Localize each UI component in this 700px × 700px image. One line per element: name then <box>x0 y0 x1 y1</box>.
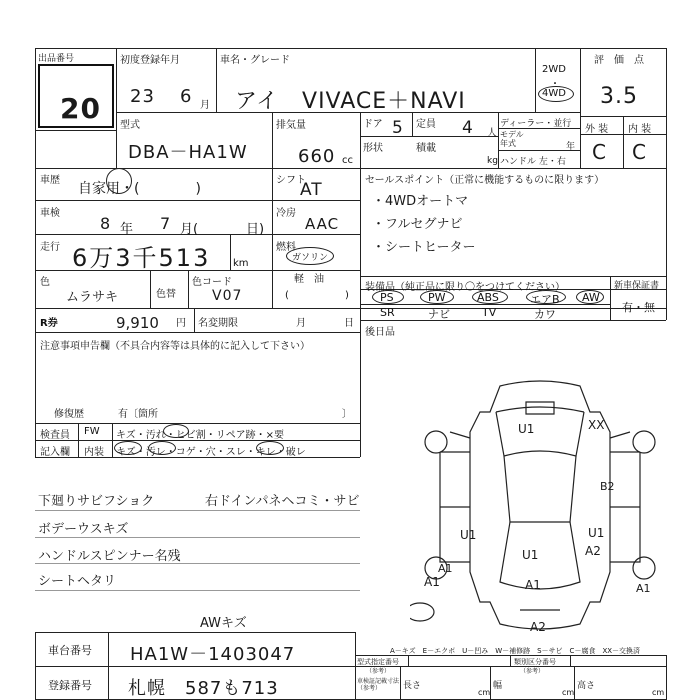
insp-col <box>78 423 79 457</box>
exterior-grade: C <box>592 140 607 164</box>
row2-bottom <box>35 168 667 169</box>
repair-close: 〕 <box>342 409 352 420</box>
reg-label: 登録番号 <box>48 679 92 692</box>
type-right <box>272 112 273 168</box>
rear-seat-label: 後日品 <box>365 327 395 338</box>
repair-label: 修復歴 <box>54 409 84 420</box>
equip-navi: ナビ <box>428 308 450 321</box>
ac-label: 冷房 <box>276 208 296 219</box>
dim-width-cm: cm <box>562 688 575 697</box>
dim-width: 幅 <box>493 681 503 691</box>
reg-right <box>216 48 217 112</box>
sales-bottom <box>360 276 666 277</box>
size-label: 車検証記載寸法（参考） <box>357 678 400 692</box>
score-left <box>580 48 581 168</box>
dealer-label: ディーラー・並行 <box>500 119 572 129</box>
fw-mark-circle <box>163 424 189 438</box>
int-mark-circle-3 <box>256 441 284 455</box>
bottom-rmid <box>408 655 409 666</box>
inspection-year: 8 <box>100 214 112 233</box>
model-year-label: モデル 年式 <box>500 130 524 148</box>
dim-col1 <box>400 666 401 700</box>
capacity-label: 定員 <box>416 119 436 130</box>
history-label: 車歴 <box>40 175 60 186</box>
doors: 5 <box>392 118 404 138</box>
color-mid <box>150 270 151 308</box>
repair-value: 有〔箇所 <box>118 409 158 420</box>
car-diagram <box>410 372 670 642</box>
inspector-int-label: 内装 <box>84 447 104 458</box>
warranty-label: 新車保証書 <box>614 281 660 291</box>
recycle-label: R券 <box>40 318 58 329</box>
yen: 円 <box>176 318 186 329</box>
fuel-diesel: 軽 油 <box>294 274 324 285</box>
drive-dot: ・ <box>550 79 560 90</box>
mileage-value: 6万3千513 <box>72 244 211 272</box>
person-unit: 人 <box>487 128 497 139</box>
handwritten-note-4: シートヘタリ <box>38 574 117 589</box>
month-unit: 月 <box>200 100 210 111</box>
frame-top <box>35 48 667 49</box>
bottom-split <box>355 632 356 700</box>
day-short: 日 <box>344 318 354 329</box>
doors-label: ドア <box>363 119 383 130</box>
exterior-label: 外 装 <box>585 124 609 135</box>
door-bottom <box>360 136 498 137</box>
name-change-label: 名変期限 <box>198 318 238 329</box>
equip-tv: TV <box>482 306 497 319</box>
cc: cc <box>342 155 353 166</box>
sales-points-label: セールスポイント（正常に機能するものに限ります） <box>365 175 605 186</box>
displacement-label: 排気量 <box>276 120 306 131</box>
year-unit: 年 <box>566 142 576 152</box>
handwritten-note-6: AWキズ <box>200 616 247 631</box>
damage-mark-xx: XX <box>588 418 605 432</box>
first-reg-month: 6 <box>180 86 193 107</box>
ac-value: AAC <box>305 215 340 233</box>
rule-4 <box>35 590 360 591</box>
class-sub: （参考） <box>520 668 545 675</box>
fuel-gas: ガソリン <box>292 253 329 263</box>
inspector-fw-items: キズ・汚れ・ヒビ割・リペア跡・×要 <box>116 430 284 441</box>
mileage-label: 走行 <box>40 242 60 253</box>
bottom-left <box>35 632 36 700</box>
notes-bottom <box>35 423 360 424</box>
interior-label: 内 装 <box>628 124 652 135</box>
inspector-fw: FW <box>84 426 100 437</box>
damage-mark-right-door: B2 <box>600 480 615 493</box>
color-value: ムラサキ <box>66 290 119 305</box>
inspection-label: 車検 <box>40 208 60 219</box>
score-label: 評 価 点 <box>594 55 644 66</box>
model-name: アイ VIVACE＋NAVI <box>235 89 466 114</box>
history-value: 自家用・( ) <box>78 181 201 197</box>
dim-height-cm: cm <box>652 688 665 697</box>
handwritten-note-1: 下廻りサビフショク <box>38 494 155 509</box>
damage-mark-right-wheel: A1 <box>636 582 651 595</box>
model-spec-sub: （参考） <box>366 668 391 675</box>
fuel-left <box>272 234 273 308</box>
color-code-label: 色コード <box>192 277 232 288</box>
damage-mark-left-rear: A1 <box>424 575 440 589</box>
int-mark-circle-1 <box>114 441 142 455</box>
color-label: 色 <box>40 277 50 288</box>
sales-point-1: ・4WDオートマ <box>372 194 469 209</box>
sales-point-2: ・フルセグナビ <box>372 217 463 232</box>
reg-value: 札幌 587も713 <box>128 678 279 699</box>
int-mark-circle-2 <box>148 441 176 455</box>
bottom-col <box>108 632 109 700</box>
handle-label: ハンドル 左・右 <box>500 157 566 167</box>
lot-no: 20 <box>60 92 101 125</box>
model-code-label: 型式 <box>120 120 140 131</box>
month-char: 月( <box>180 222 199 237</box>
inspector-label-1: 検査員 <box>40 430 70 441</box>
fuel-paren-open: ( <box>285 290 289 301</box>
equip-abs: ABS <box>477 291 499 304</box>
damage-mark-right-sill: A2 <box>585 544 601 558</box>
handwritten-note-5: 右ドインパネヘコミ・サビ <box>205 494 360 509</box>
row-rcard-bottom <box>35 332 360 333</box>
disp-right <box>360 112 361 168</box>
sales-point-3: ・シートヒーター <box>372 240 476 255</box>
history-circle <box>106 168 132 194</box>
equip-airbag: エアB <box>530 293 560 306</box>
color-code: V07 <box>212 288 243 304</box>
warranty-value: 有・無 <box>622 301 655 314</box>
damage-mark-roof: U1 <box>522 548 539 562</box>
shift-value: AT <box>300 180 323 200</box>
first-reg-year: 23 <box>130 86 155 107</box>
dim-length-cm: cm <box>478 688 491 697</box>
equip-right <box>610 276 611 320</box>
shift-label: シフト <box>276 175 306 186</box>
drive-left <box>535 48 536 112</box>
model-code: DBA－HA1W <box>128 142 248 163</box>
damage-legend: A－キズ E－エクボ U－凹み W－補修跡 S－サビ C－腐食 XX－交換済 <box>390 647 641 655</box>
class-label: 類別区分番号 <box>514 658 556 666</box>
bottom-top <box>35 632 355 633</box>
lot-bottom <box>35 130 116 131</box>
capacity: 4 <box>462 118 474 138</box>
bottom-right <box>666 655 667 700</box>
drive-4wd: 4WD <box>542 88 566 99</box>
notes-label: 注意事項申告欄（不具合内容等は具体的に記入して下さい） <box>40 341 310 352</box>
km-left <box>230 234 231 270</box>
displacement: 660 <box>298 146 336 167</box>
equipment-label: 装備品（純正品に限り〇をつけてください） <box>365 282 565 293</box>
lot-right <box>116 48 117 168</box>
handwritten-note-2: ボデーウスキズ <box>38 522 129 537</box>
damage-mark-right-rear: U1 <box>588 526 605 540</box>
chassis-value: HA1W－1403047 <box>130 644 296 665</box>
km: km <box>233 258 249 269</box>
extint-mid <box>623 116 624 168</box>
color-code-left <box>188 270 189 308</box>
model-spec-label: 型式指定番号 <box>357 658 399 666</box>
equip-row-mid <box>360 304 610 305</box>
right-frame-lower <box>666 276 667 320</box>
fuel-paren-close: ) <box>345 290 349 301</box>
damage-mark-left-door: U1 <box>460 528 477 542</box>
notes-right <box>360 332 361 457</box>
equip-sr: SR <box>380 306 395 319</box>
lot-no-label: 出品番号 <box>38 54 75 64</box>
drive-2wd: 2WD <box>542 64 566 75</box>
chassis-label: 車台番号 <box>48 644 92 657</box>
left-block-right <box>360 168 361 332</box>
fuel-label: 燃料 <box>276 242 296 253</box>
row-color-bottom <box>35 308 667 309</box>
frame-left <box>35 48 36 448</box>
month-short: 月 <box>296 318 306 329</box>
score: 3.5 <box>600 84 638 109</box>
first-reg-label: 初度登録年月 <box>120 55 180 66</box>
inspector-int-items: キズ・汚レ・コゲ・穴・スレ・キレ・破レ <box>116 447 306 458</box>
shape-label: 形状 <box>363 143 383 154</box>
rule-2 <box>35 537 360 538</box>
equip-aw: AW <box>582 291 600 304</box>
bottom-mid <box>35 666 667 667</box>
cap-right <box>498 112 499 168</box>
bottom-rmid3 <box>570 655 571 666</box>
equip-bottom <box>360 320 666 321</box>
rule-1 <box>35 510 360 511</box>
bottom-rmid2 <box>510 655 511 666</box>
damage-mark-rear-bumper: A2 <box>530 620 546 634</box>
inspector-label-2: 記入欄 <box>40 447 70 458</box>
load-label: 積載 <box>416 143 436 154</box>
equip-ps: PS <box>380 291 394 304</box>
dim-height: 高さ <box>577 681 596 691</box>
recycle-value: 9,910 <box>116 314 159 332</box>
day-char: 日) <box>246 222 265 237</box>
row-hist-bottom <box>35 200 360 201</box>
equip-leather: カワ <box>534 308 556 321</box>
rcard-mid <box>194 308 195 332</box>
handwritten-note-3: ハンドルスピンナー名残 <box>38 549 181 564</box>
kg: kg <box>487 156 498 166</box>
door-right <box>412 112 413 136</box>
damage-mark-left-wheel: A1 <box>438 562 453 575</box>
dim-length: 長さ <box>403 681 422 691</box>
model-name-label: 車名・グレード <box>220 55 290 66</box>
interior-grade: C <box>632 140 647 164</box>
equip-pw: PW <box>428 291 446 304</box>
damage-mark-rear: A1 <box>525 578 541 592</box>
color-change-label: 色替 <box>156 289 176 300</box>
frame-left-lower <box>35 423 36 457</box>
insp-col2 <box>112 423 113 457</box>
inspection-month: 7 <box>160 214 172 233</box>
damage-mark-front: U1 <box>518 422 535 436</box>
year-char: 年 <box>120 222 134 237</box>
